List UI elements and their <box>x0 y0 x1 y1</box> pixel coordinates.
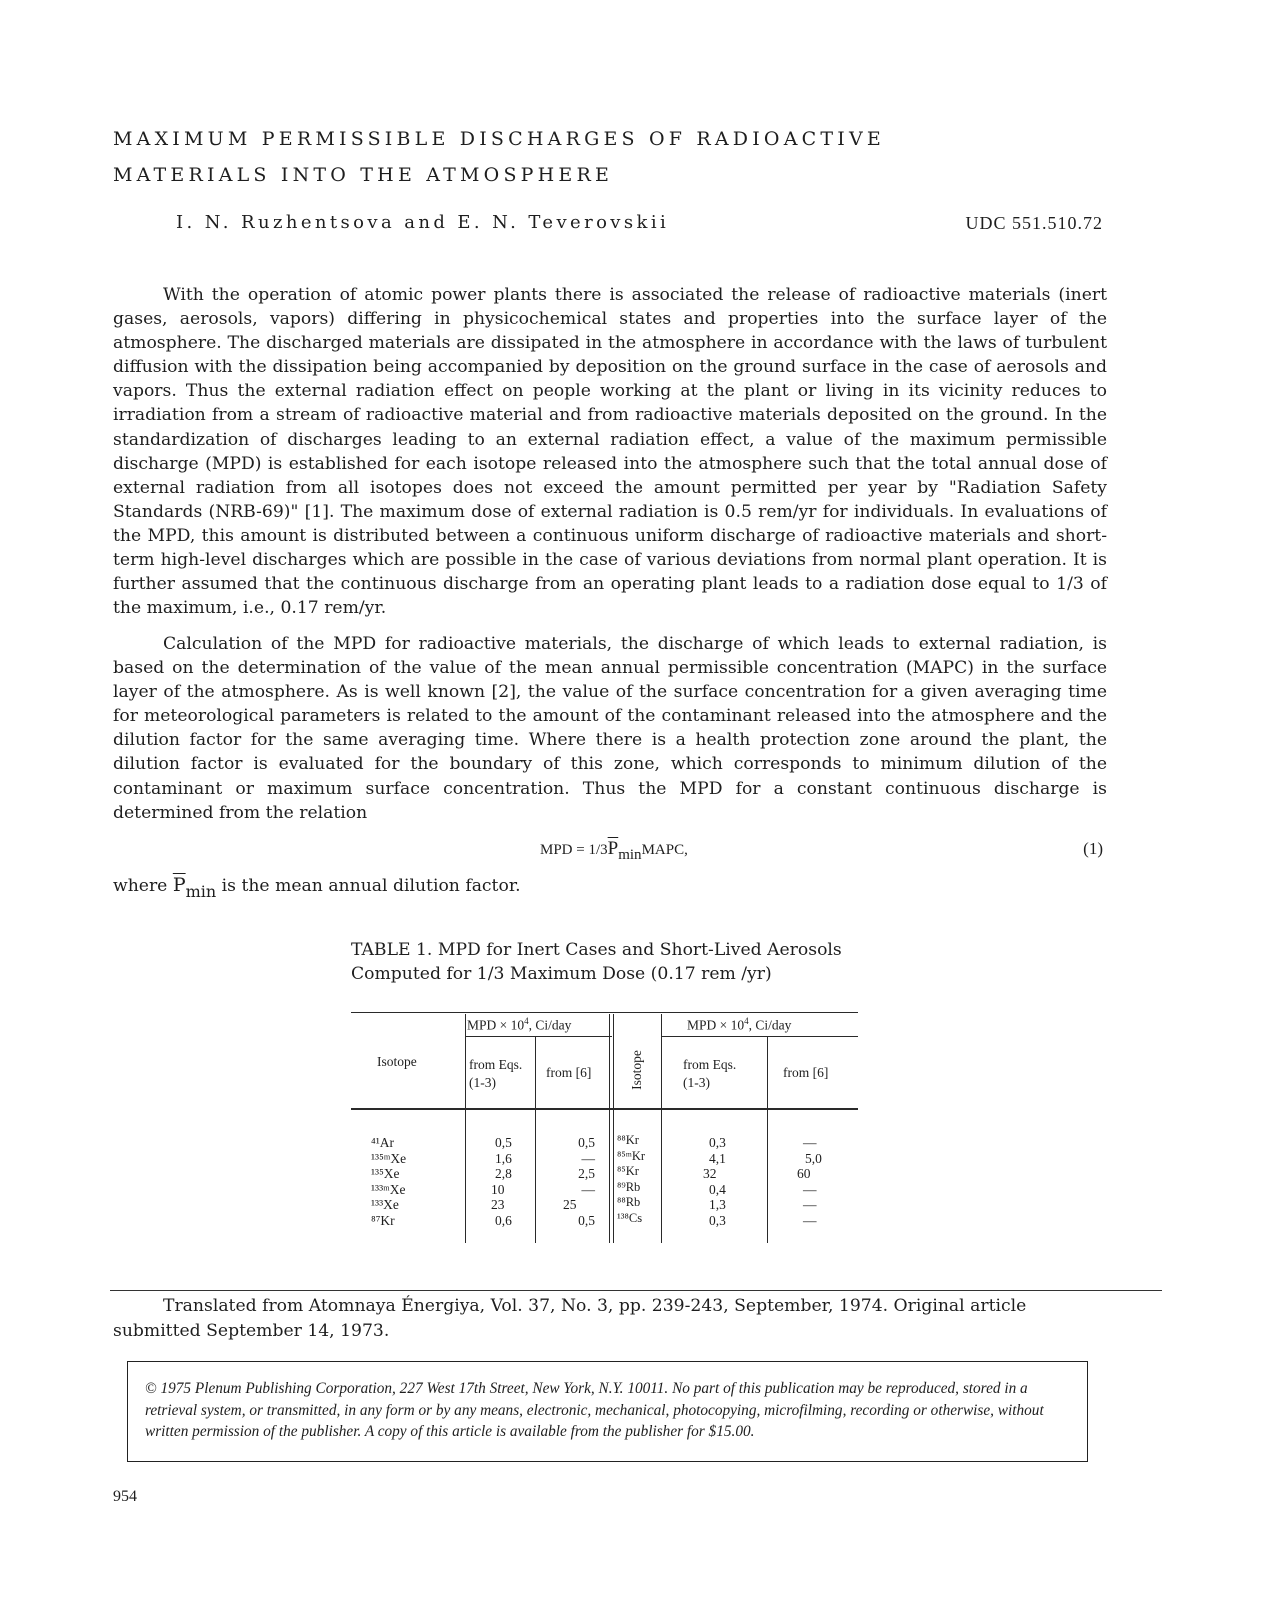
table-cell: 23 <box>491 1197 505 1212</box>
table-cell: 32 <box>703 1166 717 1181</box>
paragraph-calculation: Calculation of the MPD for radioactive materials, the discharge of which leads to external radiation, is based on the determination of the value of the mean annual permissible concentration (MAPC) in the surface layer of the atmosphere. As is well known [2], the value of the surface concentration for a given averaging time for meteorological parameters is related to the amount of the contaminant released into the atmosphere and the dilution factor for the same averaging time. Where there is a health protection zone around the plant, the dilution factor is evaluated for the boundary of this zone, which corresponds to minimum dilution of the contaminant or maximum surface concentration. Thus the MPD for a constant continuous discharge is determined from the relation <box>113 634 1107 823</box>
table-cell: 1,3 <box>709 1197 726 1212</box>
header-eqs-left <box>469 1056 522 1092</box>
where-p: $\overline{P}$ <box>172 874 186 896</box>
table-cell: ⁸⁵Kr <box>617 1164 639 1178</box>
header-isotope-right: Isotope <box>629 1050 644 1090</box>
col-left-eqs <box>491 1135 521 1228</box>
table-caption: TABLE 1. MPD for Inert Cases and Short-Lived Aerosols Computed for 1/3 Maximum Dose (0.17 rem /yr) <box>351 940 842 984</box>
equation-number: (1) <box>1083 839 1103 858</box>
table-cell: 2,8 <box>495 1166 512 1181</box>
table-cell: ¹³³ᵐXe <box>371 1181 406 1197</box>
table-cell: — <box>581 1181 595 1197</box>
where-sub: min <box>185 882 217 901</box>
header-isotope-left: Isotope <box>377 1054 417 1069</box>
table-cell: ¹³⁵ᵐXe <box>371 1150 407 1166</box>
table-cell: ¹³⁵Xe <box>371 1166 400 1181</box>
table-cell: ⁸⁹Rb <box>617 1179 641 1194</box>
where-clause <box>113 874 521 901</box>
header-eqs-left-l1: from Eqs. <box>469 1057 523 1072</box>
table-cell: ⁴¹Ar <box>371 1135 394 1150</box>
table-vrule-1 <box>465 1014 466 1243</box>
table-cell: 0,4 <box>709 1181 726 1197</box>
table-cell: 0,5 <box>578 1212 595 1228</box>
table-group-rule-right <box>661 1036 858 1037</box>
table-cell: 2,5 <box>578 1166 595 1181</box>
table-vrule-4 <box>661 1014 662 1243</box>
table-cell: 60 <box>797 1166 811 1181</box>
table-vrule-3a <box>609 1014 610 1243</box>
equation-lhs: MPD = 1/3 <box>540 842 608 858</box>
where-prefix: where <box>113 876 168 896</box>
udc-code: UDC 551.510.72 <box>965 213 1103 233</box>
table-cell: 1,6 <box>495 1150 512 1166</box>
header-group-right-text: MPD × 10 <box>687 1017 745 1033</box>
table-cell: — <box>803 1135 817 1150</box>
table-cell: ⁸⁷Kr <box>371 1212 395 1228</box>
equation-1 <box>540 838 688 864</box>
header-ref-right: from [6] <box>783 1065 829 1080</box>
table-cell: 0,3 <box>709 1212 726 1228</box>
table-cell: ¹³³Xe <box>371 1197 399 1212</box>
table-header-rule <box>351 1108 858 1110</box>
header-ref-left: from [6] <box>546 1065 592 1080</box>
header-eqs-left-l2: (1-3) <box>469 1075 496 1090</box>
table-cell: ⁸⁸Rb <box>617 1195 641 1209</box>
table-cell: 4,1 <box>709 1150 726 1166</box>
table-cell: 0,6 <box>495 1212 512 1228</box>
table-cell: ⁸⁵ᵐKr <box>617 1148 646 1163</box>
where-suffix: is the mean annual dilution factor. <box>221 876 521 896</box>
table-cell: — <box>581 1150 595 1166</box>
table-group-rule-left <box>465 1036 612 1037</box>
table-cell: — <box>803 1197 817 1212</box>
authors: I. N. Ruzhentsova and E. N. Teverovskii <box>176 212 670 233</box>
header-group-right <box>687 1016 791 1034</box>
header-group-left-exp: 4 <box>524 1016 529 1026</box>
equation-sub: min <box>618 847 642 863</box>
copyright-text: © 1975 Plenum Publishing Corporation, 227 West 17th Street, New York, N.Y. 10011. No part of this publication may be reproduced, stored in a retrieval system, or transmitted, in any form or by any means, electronic, mechanical, photocopying, microfilming, recording or otherwise, without written permission of the publisher. A copy of this article is available from the publisher for $15.00. <box>145 1380 1044 1440</box>
table-cell: 5,0 <box>805 1150 822 1166</box>
col-right-isotopes <box>617 1133 645 1226</box>
header-group-left-unit: , Ci/day <box>528 1017 572 1033</box>
col-right-ref <box>797 1135 822 1228</box>
table-cell: 0,5 <box>578 1135 595 1150</box>
table-cell: ⁸⁸Kr <box>617 1133 639 1147</box>
table-cell: — <box>803 1212 817 1228</box>
mpd-table <box>351 1012 858 1247</box>
table-vrule-5 <box>767 1036 768 1243</box>
col-right-eqs <box>703 1135 726 1228</box>
header-group-left-text: MPD × 10 <box>467 1017 525 1033</box>
paragraph-intro: With the operation of atomic power plants there is associated the release of radioactive materials (inert gases, aerosols, vapors) differing in physicochemical states and properties into the surface layer of the atmosphere. The discharged materials are dissipated in the atmosphere in accordance with the laws of turbulent diffusion with the dissipation being accompanied by deposition on the ground surface in the case of aerosols and vapors. Thus the external radiation effect on people working at the plant or living in its vicinity reduces to irradiation from a stream of radioactive material and from radioactive materials deposited on the ground. In the standardization of discharges leading to an external radiation effect, a value of the maximum permissible discharge (MPD) is established for each isotope released into the atmosphere such that the total annual dose of external radiation from all isotopes does not exceed the amount permitted per year by "Radiation Safety Standards (NRB-69)" [1]. The maximum dose of external radiation is 0.5 rem/yr for individuals. In evaluations of the MPD, this amount is distributed between a continuous uniform discharge of radioactive materials and short-term high-level discharges which are possible in the case of various deviations from normal plant operation. It is further assumed that the continuous discharge from an operating plant leads to a radiation dose equal to 1/3 of the maximum, i.e., 0.17 rem/yr. <box>113 285 1107 619</box>
header-eqs-right <box>683 1056 736 1092</box>
col-left-isotopes <box>371 1135 406 1228</box>
translation-note: Translated from Atomnaya Énergiya, Vol. 37, No. 3, pp. 239-243, September, 1974. Original article submitted September 14, 1973. <box>113 1296 1027 1341</box>
footnote-rule <box>110 1290 1162 1291</box>
equation-rhs: MAPC, <box>641 842 688 858</box>
page-number: 954 <box>113 1488 137 1505</box>
header-group-left <box>467 1016 571 1034</box>
article-title-line1: MAXIMUM PERMISSIBLE DISCHARGES OF RADIOACTIVE <box>113 128 885 150</box>
table-cell: ¹³⁸Cs <box>617 1210 643 1225</box>
table-cell: — <box>803 1181 817 1197</box>
equation-p: $\overline{P}$ <box>607 838 619 859</box>
table-top-rule <box>351 1012 858 1013</box>
table-vrule-2 <box>535 1036 536 1243</box>
table-cell: 0,3 <box>709 1135 726 1150</box>
table-cell: 0,5 <box>495 1135 512 1150</box>
table-cell: 25 <box>563 1197 577 1212</box>
header-eqs-right-l1: from Eqs. <box>683 1057 737 1072</box>
col-left-ref <box>563 1135 595 1228</box>
header-group-right-unit: , Ci/day <box>748 1017 792 1033</box>
table-vrule-3b <box>613 1014 614 1243</box>
header-eqs-right-l2: (1-3) <box>683 1075 710 1090</box>
table-cell: 10 <box>491 1181 505 1197</box>
article-title-line2: MATERIALS INTO THE ATMOSPHERE <box>113 164 614 186</box>
header-group-right-exp: 4 <box>744 1016 749 1026</box>
